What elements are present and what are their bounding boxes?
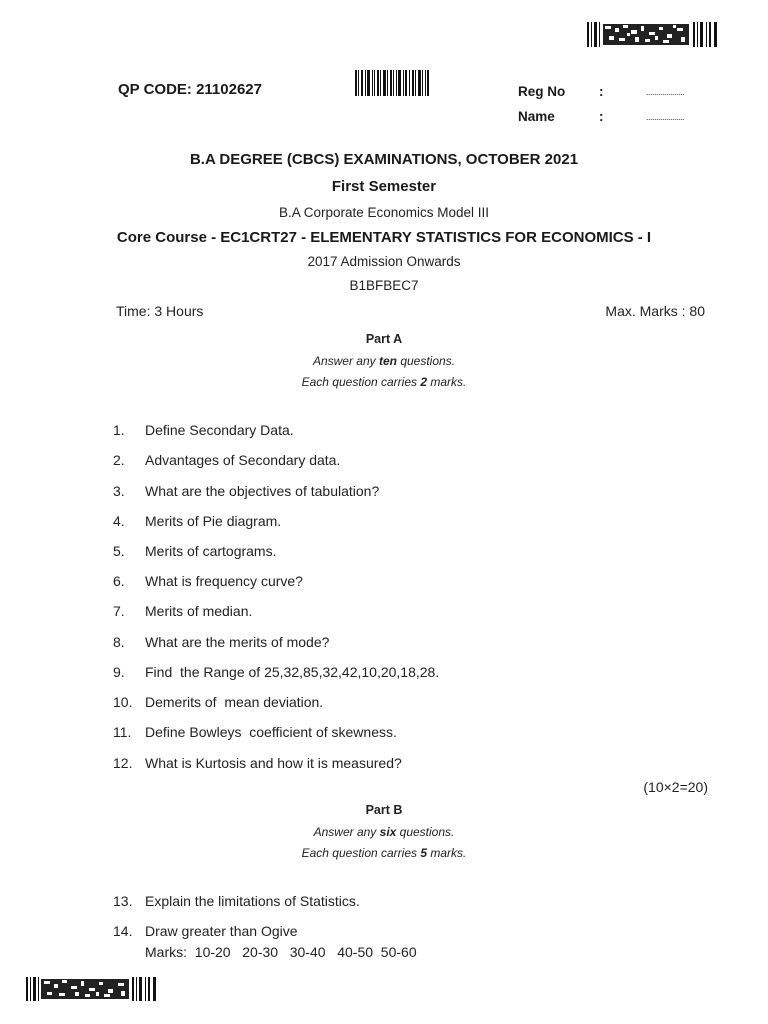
question-text: Define Bowleys coefficient of skewness.	[145, 724, 397, 740]
instruction-emphasis: 5	[420, 846, 428, 860]
instruction-text: Answer any	[313, 825, 380, 839]
programme-name: B.A Corporate Economics Model III	[278, 205, 490, 220]
barcode-center	[355, 70, 429, 96]
question-subtext: Marks: 10-20 20-30 30-40 40-50 50-60	[145, 944, 417, 960]
question-text: Merits of cartograms.	[145, 543, 277, 559]
question-number: 12.	[113, 755, 133, 771]
admission-text: 2017 Admission Onwards	[307, 254, 461, 269]
question-number: 2.	[113, 452, 125, 468]
question-number: 13.	[113, 893, 133, 909]
question-text: Explain the limitations of Statistics.	[145, 893, 360, 909]
question-number: 5.	[113, 543, 125, 559]
question-text: What is Kurtosis and how it is measured?	[145, 755, 402, 771]
question-number: 11.	[113, 724, 132, 740]
question-number: 6.	[113, 573, 125, 589]
question-text: What is frequency curve?	[145, 573, 303, 589]
barcode-top-right	[587, 22, 719, 47]
reg-no-label: Reg No	[518, 84, 566, 99]
reg-no-colon: :	[599, 84, 604, 99]
part-a-instruction-2	[0, 375, 768, 389]
instruction-emphasis: ten	[378, 354, 397, 368]
question-number: 10.	[113, 694, 133, 710]
course-title: Core Course - EC1CRT27 - ELEMENTARY STATISTICS FOR ECONOMICS - I	[116, 229, 652, 246]
part-a-marks-total: (10×2=20)	[643, 779, 708, 795]
part-b-instruction-2	[0, 846, 768, 860]
instruction-text: marks.	[427, 846, 467, 860]
question-number: 14.	[113, 923, 133, 939]
question-text: Merits of Pie diagram.	[145, 513, 282, 529]
paper-code: B1BFBEC7	[349, 278, 419, 293]
barcode-bottom-left	[26, 977, 157, 1001]
question-number: 1.	[113, 422, 125, 438]
question-number: 9.	[113, 664, 125, 680]
question-text: Demerits of mean deviation.	[145, 694, 324, 710]
question-text: What are the objectives of tabulation?	[145, 483, 380, 499]
part-a-instruction-1	[0, 354, 768, 368]
name-label: Name	[518, 109, 555, 124]
name-colon: :	[599, 109, 604, 124]
question-text: Advantages of Secondary data.	[145, 452, 341, 468]
question-text: Merits of median.	[145, 603, 253, 619]
question-number: 3.	[113, 483, 125, 499]
instruction-text: Answer any	[312, 354, 379, 368]
instruction-text: marks.	[427, 375, 467, 389]
instruction-text: Each question carries	[301, 375, 421, 389]
exam-title: B.A DEGREE (CBCS) EXAMINATIONS, OCTOBER 2021	[189, 151, 579, 168]
instruction-text: Each question carries	[301, 846, 421, 860]
instruction-text: questions.	[396, 825, 455, 839]
question-number: 4.	[113, 513, 125, 529]
part-b-title: Part B	[365, 803, 403, 817]
question-text: Draw greater than Ogive	[145, 923, 298, 939]
name-field: ...................	[646, 112, 685, 122]
question-number: 7.	[113, 603, 125, 619]
question-text: What are the merits of mode?	[145, 634, 330, 650]
instruction-emphasis: six	[379, 825, 397, 839]
part-a-title: Part A	[365, 332, 403, 346]
instruction-emphasis: 2	[420, 375, 428, 389]
instruction-text: questions.	[396, 354, 456, 368]
question-text: Find the Range of 25,32,85,32,42,10,20,18,28.	[145, 664, 440, 680]
max-marks: Max. Marks : 80	[605, 303, 705, 319]
question-text: Define Secondary Data.	[145, 422, 294, 438]
reg-no-field: ...................	[646, 87, 685, 97]
qp-code: QP CODE: 21102627	[118, 81, 262, 98]
question-number: 8.	[113, 634, 125, 650]
time-allowed: Time: 3 Hours	[116, 303, 204, 319]
semester-title: First Semester	[331, 178, 437, 195]
part-b-instruction-1	[0, 825, 768, 839]
